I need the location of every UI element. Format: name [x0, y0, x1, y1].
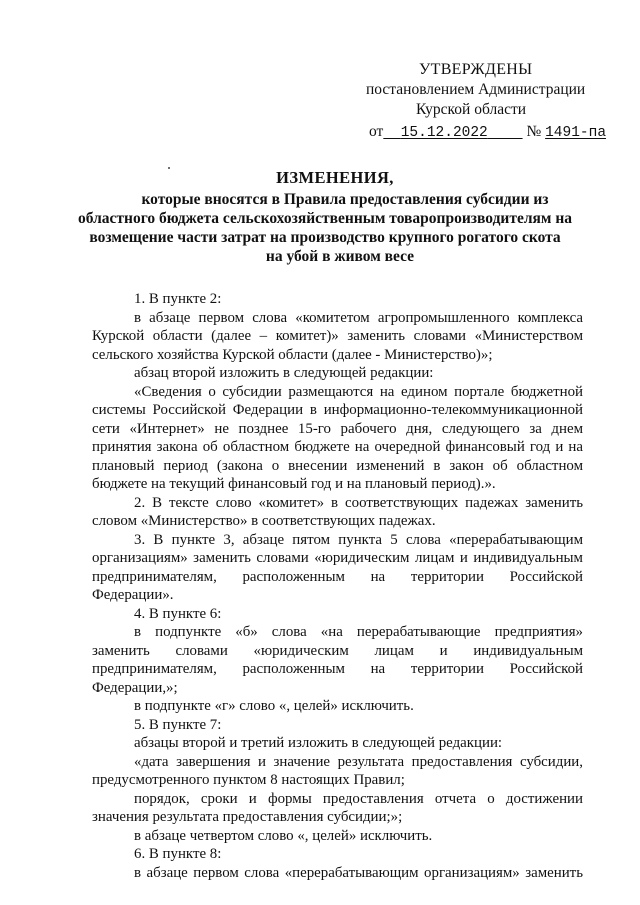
body-line: в абзаце первом слова «комитетом агропромышленного комплекса [134, 309, 583, 326]
document-body [92, 290, 583, 882]
document-title [60, 168, 590, 266]
decree-number: 1491-па [545, 125, 607, 141]
approval-region: Курской области [416, 101, 527, 118]
title-line-4: на убой в живом весе [265, 248, 415, 265]
body-line: в абзаце первом слова «перерабатывающим организациям» заменить [134, 864, 583, 881]
body-line: плановый период (закона о внесении изменений в закон об областном [92, 457, 583, 474]
body-line: «Сведения о субсидии размещаются на едином портале бюджетной [134, 383, 583, 400]
body-line: сельского хозяйства Курской области (далее - Министерство)»; [92, 346, 493, 363]
body-line: предусмотренного пунктом 8 настоящих Правил; [92, 772, 405, 788]
body-line: 3. В пункте 3, абзаце пятом пункта 5 слова «перерабатывающим [134, 531, 583, 548]
body-line: организациям» заменить словами «юридическим лицам и индивидуальным [92, 550, 583, 566]
title-line-3: возмещение части затрат на производство крупного рогатого скота [89, 229, 561, 246]
decree-date: 15.12.2022 [400, 125, 488, 141]
body-line: в абзаце четвертом слово «, целей» исключить. [134, 827, 433, 844]
approval-heading: УТВЕРЖДЕНЫ [419, 61, 533, 78]
body-line: 2. В тексте слово «комитет» в соответствующих падежах заменить [134, 494, 583, 511]
body-line: Курской области (далее – комитет)» заменить словами «Министерством [92, 328, 583, 344]
body-line: 1. В пункте 2: [134, 291, 222, 307]
approval-block [366, 60, 607, 143]
body-line: порядок, сроки и формы предоставления отчета о достижении [134, 790, 583, 807]
body-line: абзац второй изложить в следующей редакции: [134, 365, 434, 381]
approval-date-line [366, 122, 607, 143]
body-line: «дата завершения и значение результата предоставления субсидии, [134, 753, 583, 770]
body-line: Федерации». [92, 587, 174, 603]
body-line: 4. В пункте 6: [134, 605, 222, 622]
date-prefix: от [369, 123, 384, 140]
body-line: бюджете на текущий финансовый год и на плановый период).». [92, 476, 496, 492]
title-line-2: областного бюджета сельскохозяйственным товаропроизводителям на [77, 210, 573, 227]
body-line: сети «Интернет» не позднее 15-го рабочего дня, следующего за днем [92, 420, 583, 437]
body-line: абзацы второй и третий изложить в следующей редакции: [134, 735, 503, 751]
body-line: заменить словами «юридическим лицам и индивидуальным [92, 642, 583, 659]
body-line: системы Российской Федерации в информационно-телекоммуникационной [92, 402, 583, 418]
title-main: ИЗМЕНЕНИЯ, [276, 168, 394, 187]
body-line: значения результата предоставления субсидии;»; [92, 809, 403, 825]
body-line: 6. В пункте 8: [134, 846, 222, 862]
approval-decree: постановлением Администрации [366, 81, 586, 98]
title-line-1: которые вносятся в Правила предоставления субсидии из [141, 191, 549, 208]
body-line: Федерации,»; [92, 679, 178, 696]
body-line: в подпункте «б» слова «на перерабатывающие предприятия» [134, 624, 583, 640]
body-line: 5. В пункте 7: [134, 716, 222, 733]
body-line: принятия закона об областном бюджете на очередной финансовый год и на [92, 439, 583, 455]
body-line: словом «Министерство» в соответствующих падежах. [92, 513, 436, 529]
number-prefix: № [526, 123, 542, 140]
body-line: в подпункте «г» слово «, целей» исключить. [134, 698, 414, 714]
body-line: предпринимателям, расположенным на территории Российской [92, 661, 583, 677]
body-line: предпринимателям, расположенным на территории Российской [92, 568, 583, 585]
